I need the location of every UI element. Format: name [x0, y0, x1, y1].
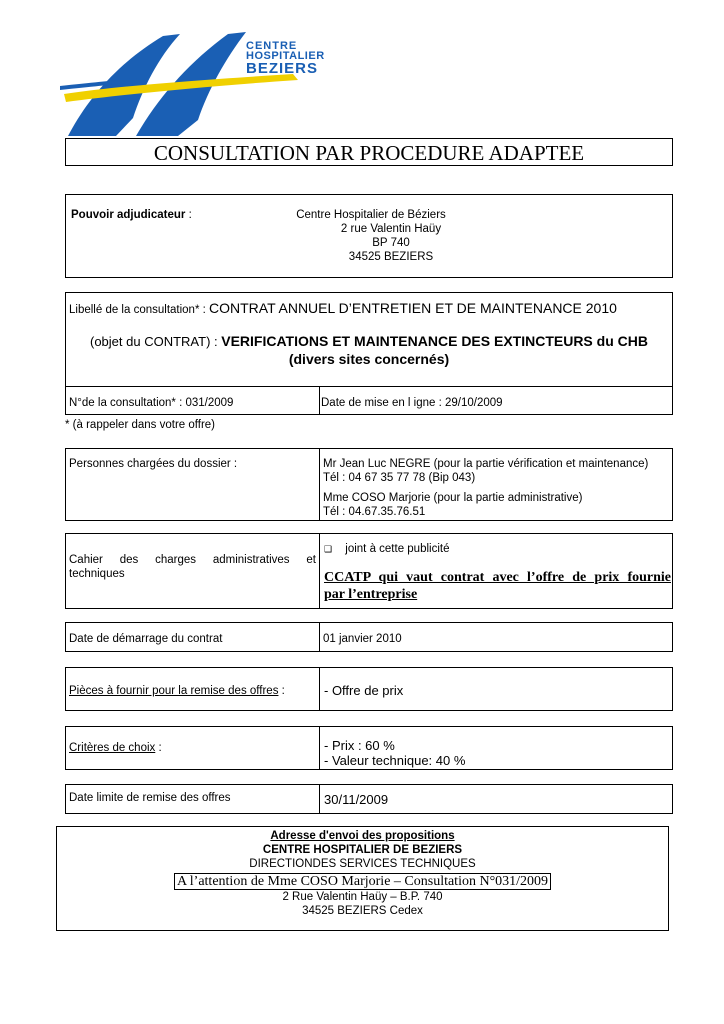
pieces-box — [65, 667, 673, 711]
objet-row — [66, 333, 672, 351]
pouvoir-line: 2 rue Valentin Haüy — [340, 223, 442, 235]
pouvoir-address — [256, 208, 486, 264]
pouvoir-label: Pouvoir adjudicateur — [71, 209, 186, 221]
consultation-box — [65, 292, 673, 415]
adresse-org: CENTRE HOSPITALIER DE BEZIERS — [262, 844, 463, 856]
demarrage-value: 01 janvier 2010 — [323, 633, 402, 645]
divider — [319, 623, 320, 651]
objet-value: VERIFICATIONS ET MAINTENANCE DES EXTINCTEURS du CHB — [221, 333, 648, 349]
cahier-label — [69, 553, 316, 581]
adresse-attention — [57, 872, 668, 890]
personnes-label: Personnes chargées du dossier : — [69, 458, 238, 470]
pouvoir-line: Centre Hospitalier de Béziers — [296, 209, 446, 221]
cahier-label-line2: techniques — [69, 568, 125, 580]
logo-line-2: HOSPITALIER — [246, 50, 325, 62]
cahier-label-line1 — [69, 553, 316, 567]
personnes-contacts — [323, 457, 673, 519]
contact-line: Tél : 04.67.35.76.51 — [323, 506, 426, 518]
consultation-number: N°de la consultation* : 031/2009 — [69, 397, 234, 409]
adresse-box — [56, 826, 669, 931]
critere-technique: - Valeur technique: 40 % — [324, 753, 466, 768]
joint-text: joint à cette publicité — [345, 543, 450, 555]
divider — [319, 668, 320, 710]
libelle-label: Libellé de la consultation* : — [69, 304, 210, 316]
criteres-sep: : — [155, 742, 162, 754]
critere-prix: - Prix : 60 % — [324, 738, 395, 753]
personnes-box — [65, 448, 673, 521]
rappel-note: * (à rappeler dans votre offre) — [65, 419, 216, 431]
pouvoir-line: BP 740 — [372, 237, 410, 249]
adresse-street: 2 Rue Valentin Haüy – B.P. 740 — [282, 891, 443, 903]
criteres-values — [324, 738, 465, 768]
logo — [58, 28, 358, 140]
cahier-word: Cahier — [69, 554, 103, 566]
ccatp-line1: CCATP qui vaut contrat avec l’offre de prix fournie — [324, 570, 671, 585]
cahier-word: des — [119, 554, 139, 566]
pieces-sep: : — [278, 685, 285, 697]
limite-box — [65, 784, 673, 814]
criteres-box — [65, 726, 673, 770]
cahier-word: et — [306, 554, 316, 566]
criteres-label-row — [69, 741, 162, 755]
checkbox-bullet-icon: ❑ — [324, 545, 333, 555]
page-title-text: CONSULTATION PAR PROCEDURE ADAPTEE — [153, 141, 585, 165]
date-mise-en-ligne: Date de mise en l igne : 29/10/2009 — [321, 397, 503, 409]
pouvoir-label-row — [71, 208, 192, 222]
adresse-heading: Adresse d'envoi des propositions — [270, 830, 455, 842]
divider — [66, 386, 672, 387]
joint-row — [324, 542, 449, 557]
limite-label: Date limite de remise des offres — [69, 792, 231, 804]
adresse-attention-text: A l’attention de Mme COSO Marjorie – Consultation N°031/2009 — [174, 873, 551, 890]
criteres-label: Critères de choix — [69, 742, 156, 754]
divider — [319, 785, 320, 813]
page-title — [65, 138, 673, 166]
ccatp-line2: par l’entreprise — [324, 587, 418, 602]
pieces-label-row — [69, 684, 285, 698]
demarrage-box — [65, 622, 673, 652]
logo-line-1: CENTRE — [246, 40, 298, 52]
contact-line: Mr Jean Luc NEGRE (pour la partie vérification et maintenance) — [323, 458, 649, 470]
limite-value: 30/11/2009 — [324, 792, 389, 807]
cahier-word: charges — [155, 554, 197, 566]
adresse-city: 34525 BEZIERS Cedex — [302, 905, 423, 917]
divider — [319, 386, 320, 414]
pieces-value: - Offre de prix — [324, 683, 404, 698]
objet-value-2: (divers sites concernés) — [288, 351, 450, 367]
cahier-box — [65, 533, 673, 609]
cahier-word: administratives — [212, 554, 290, 566]
contact-line: Mme COSO Marjorie (pour la partie administrative) — [323, 492, 583, 504]
pieces-label: Pièces à fournir pour la remise des offres — [69, 685, 279, 697]
objet-label: (objet du CONTRAT) : — [90, 334, 222, 349]
demarrage-label: Date de démarrage du contrat — [69, 633, 223, 645]
divider — [319, 449, 320, 520]
pouvoir-line: 34525 BEZIERS — [348, 251, 434, 263]
divider — [319, 727, 320, 769]
hospital-logo-icon — [58, 28, 358, 140]
divider — [319, 534, 320, 608]
libelle-row — [69, 300, 617, 318]
pouvoir-adjudicateur-box — [65, 194, 673, 278]
ccatp-text — [324, 569, 671, 603]
logo-line-3: BEZIERS — [246, 60, 319, 77]
contact-line: Tél : 04 67 35 77 78 (Bip 043) — [323, 472, 476, 484]
libelle-value: CONTRAT ANNUEL D’ENTRETIEN ET DE MAINTENANCE 2010 — [209, 300, 617, 316]
pouvoir-sep: : — [185, 209, 192, 221]
adresse-direction: DIRECTIONDES SERVICES TECHNIQUES — [249, 858, 476, 870]
